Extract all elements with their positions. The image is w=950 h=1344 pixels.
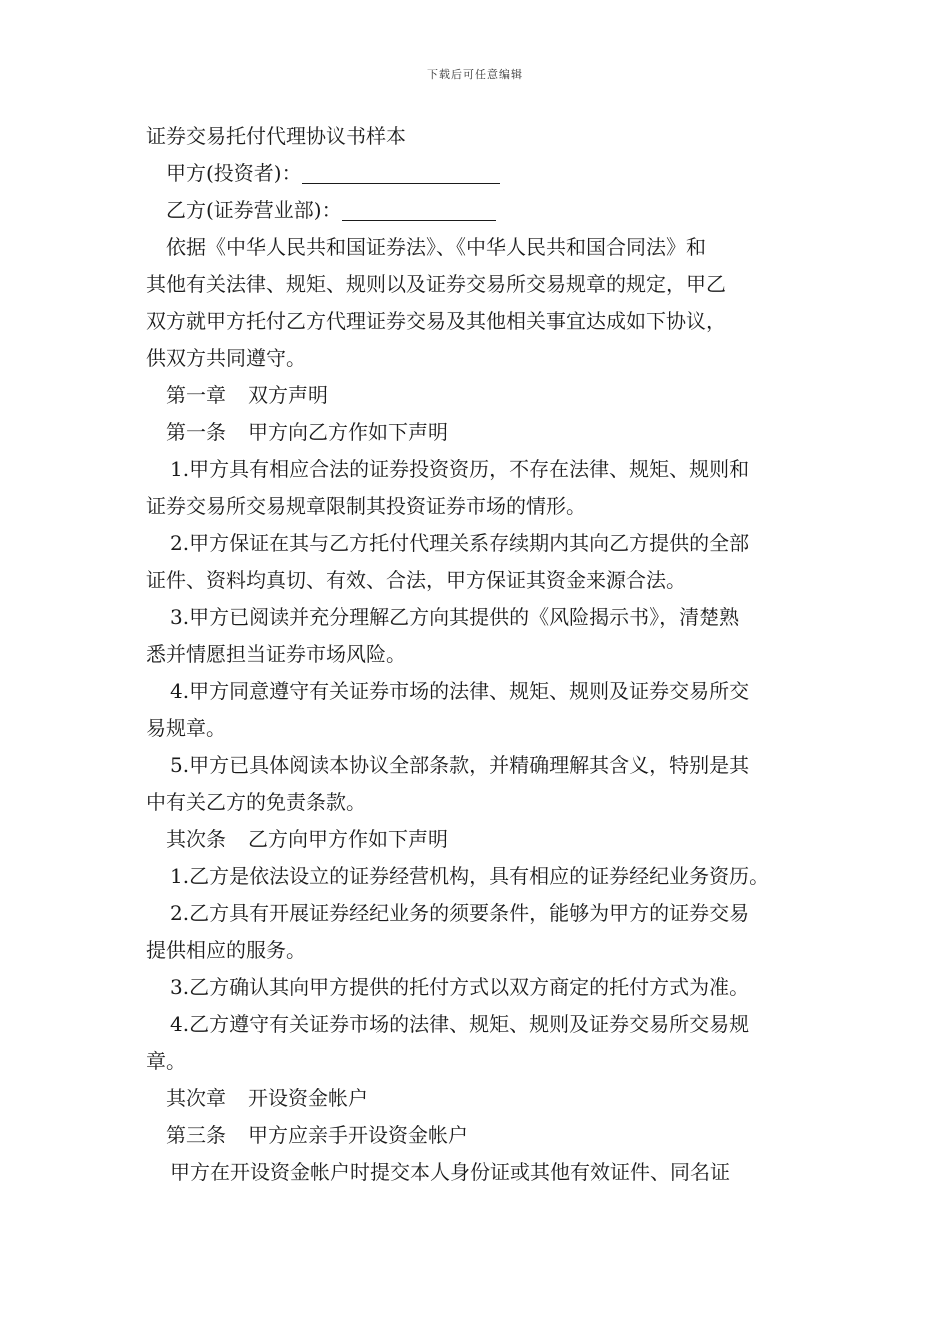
document-body xyxy=(146,118,816,1191)
chapter-title: 开设资金帐户 xyxy=(248,1086,368,1110)
intro-line: 其他有关法律、规矩、规则以及证券交易所交易规章的规定，甲乙 xyxy=(146,272,726,296)
article-title: 甲方应亲手开设资金帐户 xyxy=(248,1123,468,1147)
clause-line: 3.乙方确认其向甲方提供的托付方式以双方商定的托付方式为准。 xyxy=(170,975,750,999)
clause-line: 证券交易所交易规章限制其投资证券市场的情形。 xyxy=(146,494,586,518)
party-a-label: 甲方(投资者)： xyxy=(166,161,302,185)
header-note: 下载后可任意编辑 xyxy=(427,68,523,81)
chapter-title: 双方声明 xyxy=(248,383,328,407)
clause-line: 4.乙方遵守有关证券市场的法律、规矩、规则及证券交易所交易规 xyxy=(170,1012,750,1036)
article-title: 甲方向乙方作如下声明 xyxy=(248,420,448,444)
document-title: 证券交易托付代理协议书样本 xyxy=(146,124,406,148)
party-b-line xyxy=(146,192,816,229)
clause-line: 1.乙方是依法设立的证券经营机构，具有相应的证券经纪业务资历。 xyxy=(170,864,770,888)
clause-line: 4.甲方同意遵守有关证券市场的法律、规矩、规则及证券交易所交 xyxy=(170,679,750,703)
clause-line: 3.甲方已阅读并充分理解乙方向其提供的《风险揭示书》，清楚熟 xyxy=(170,605,740,629)
intro-line: 供双方共同遵守。 xyxy=(146,346,306,370)
article-title: 乙方向甲方作如下声明 xyxy=(248,827,448,851)
intro-line: 依据《中华人民共和国证券法》、《中华人民共和国合同法》和 xyxy=(166,235,706,259)
article-heading xyxy=(146,821,816,858)
clause-line: 2.乙方具有开展证券经纪业务的须要条件，能够为甲方的证券交易 xyxy=(170,901,750,925)
party-a-blank xyxy=(302,161,500,184)
intro-line: 双方就甲方托付乙方代理证券交易及其他相关事宜达成如下协议， xyxy=(146,309,726,333)
clause-line: 易规章。 xyxy=(146,716,226,740)
chapter-heading xyxy=(146,377,816,414)
article-heading xyxy=(146,1117,816,1154)
clause-line: 章。 xyxy=(146,1049,186,1073)
article-number: 第三条 xyxy=(166,1123,226,1147)
article-heading xyxy=(146,414,816,451)
clause-line: 甲方在开设资金帐户时提交本人身份证或其他有效证件、同名证 xyxy=(170,1160,730,1184)
clause-line: 证件、资料均真切、有效、合法，甲方保证其资金来源合法。 xyxy=(146,568,686,592)
chapter-heading xyxy=(146,1080,816,1117)
chapter-number: 其次章 xyxy=(166,1086,226,1110)
party-b-label: 乙方(证券营业部)： xyxy=(166,198,342,222)
clause-line: 提供相应的服务。 xyxy=(146,938,306,962)
clause-line: 悉并情愿担当证券市场风险。 xyxy=(146,642,406,666)
clause-line: 2.甲方保证在其与乙方托付代理关系存续期内其向乙方提供的全部 xyxy=(170,531,750,555)
party-b-blank xyxy=(342,198,496,221)
article-number: 其次条 xyxy=(166,827,226,851)
clause-line: 中有关乙方的免责条款。 xyxy=(146,790,366,814)
article-number: 第一条 xyxy=(166,420,226,444)
party-a-line xyxy=(146,155,816,192)
chapter-number: 第一章 xyxy=(166,383,226,407)
clause-line: 1.甲方具有相应合法的证券投资资历，不存在法律、规矩、规则和 xyxy=(170,457,750,481)
clause-line: 5.甲方已具体阅读本协议全部条款，并精确理解其含义，特别是其 xyxy=(170,753,750,777)
